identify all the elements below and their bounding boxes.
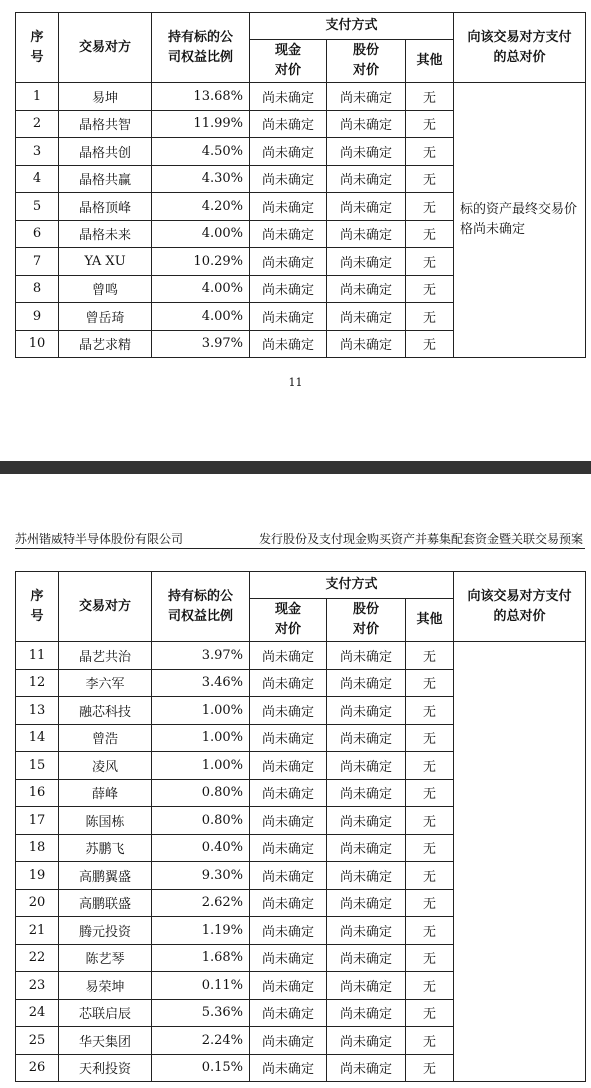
cell-shares: 尚未确定 <box>327 669 406 697</box>
cell-shares: 尚未确定 <box>327 697 406 725</box>
cell-seq: 6 <box>16 220 59 248</box>
cell-party: 晶格顶峰 <box>59 193 152 221</box>
cell-party: 晶格未来 <box>59 220 152 248</box>
cell-cash: 尚未确定 <box>250 697 327 725</box>
table-row <box>16 83 586 111</box>
cell-party: 晶格共赢 <box>59 165 152 193</box>
cell-ratio: 0.80% <box>152 779 250 807</box>
cell-ratio: 3.97% <box>152 330 250 358</box>
cell-other: 无 <box>406 752 454 780</box>
cell-shares: 尚未确定 <box>327 724 406 752</box>
cell-party: 芯联启辰 <box>59 999 152 1027</box>
transaction-table-1 <box>15 12 586 358</box>
cell-cash: 尚未确定 <box>250 862 327 890</box>
col-header-party: 交易对方 <box>59 13 152 83</box>
cell-shares: 尚未确定 <box>327 1027 406 1055</box>
running-header-document: 发行股份及支付现金购买资产并募集配套资金暨关联交易预案 <box>258 532 583 546</box>
cell-party: 曾岳琦 <box>59 303 152 331</box>
cell-seq: 15 <box>16 752 59 780</box>
cell-ratio: 4.00% <box>152 275 250 303</box>
cell-ratio: 4.20% <box>152 193 250 221</box>
cell-seq: 18 <box>16 834 59 862</box>
cell-cash: 尚未确定 <box>250 83 327 111</box>
cell-party: 高鹏联盛 <box>59 889 152 917</box>
cell-party: 苏鹏飞 <box>59 834 152 862</box>
cell-seq: 24 <box>16 999 59 1027</box>
cell-shares: 尚未确定 <box>327 807 406 835</box>
cell-cash: 尚未确定 <box>250 752 327 780</box>
cell-party: 腾元投资 <box>59 917 152 945</box>
col-header-other: 其他 <box>406 40 454 83</box>
cell-ratio: 4.30% <box>152 165 250 193</box>
cell-other: 无 <box>406 193 454 221</box>
cell-ratio: 11.99% <box>152 110 250 138</box>
cell-party: 曾浩 <box>59 724 152 752</box>
col-header-cash: 现金 对价 <box>250 40 327 83</box>
cell-cash: 尚未确定 <box>250 330 327 358</box>
cell-shares: 尚未确定 <box>327 193 406 221</box>
cell-ratio: 2.62% <box>152 889 250 917</box>
cell-cash: 尚未确定 <box>250 889 327 917</box>
cell-cash: 尚未确定 <box>250 165 327 193</box>
cell-party: 华天集团 <box>59 1027 152 1055</box>
col-header-ratio: 持有标的公 司权益比例 <box>152 572 250 642</box>
cell-cash: 尚未确定 <box>250 275 327 303</box>
cell-party: 陈国栋 <box>59 807 152 835</box>
cell-shares: 尚未确定 <box>327 972 406 1000</box>
cell-other: 无 <box>406 999 454 1027</box>
cell-ratio: 4.00% <box>152 220 250 248</box>
cell-other: 无 <box>406 83 454 111</box>
cell-seq: 1 <box>16 83 59 111</box>
cell-other: 无 <box>406 1027 454 1055</box>
cell-cash: 尚未确定 <box>250 220 327 248</box>
cell-shares: 尚未确定 <box>327 862 406 890</box>
cell-seq: 3 <box>16 138 59 166</box>
cell-other: 无 <box>406 807 454 835</box>
cell-cash: 尚未确定 <box>250 917 327 945</box>
cell-seq: 17 <box>16 807 59 835</box>
col-header-shares: 股份 对价 <box>327 599 406 642</box>
cell-seq: 14 <box>16 724 59 752</box>
cell-seq: 5 <box>16 193 59 221</box>
cell-other: 无 <box>406 248 454 276</box>
running-header-company: 苏州锴威特半导体股份有限公司 <box>15 532 184 546</box>
cell-party: 曾鸣 <box>59 275 152 303</box>
cell-ratio: 2.24% <box>152 1027 250 1055</box>
cell-cash: 尚未确定 <box>250 669 327 697</box>
col-header-payment: 支付方式 <box>250 572 454 599</box>
cell-cash: 尚未确定 <box>250 110 327 138</box>
cell-shares: 尚未确定 <box>327 138 406 166</box>
cell-ratio: 5.36% <box>152 999 250 1027</box>
cell-shares: 尚未确定 <box>327 330 406 358</box>
cell-party: 高鹏翼盛 <box>59 862 152 890</box>
cell-party: 易坤 <box>59 83 152 111</box>
col-header-seq: 序 号 <box>16 13 59 83</box>
cell-other: 无 <box>406 724 454 752</box>
cell-ratio: 9.30% <box>152 862 250 890</box>
cell-cash: 尚未确定 <box>250 193 327 221</box>
cell-shares: 尚未确定 <box>327 917 406 945</box>
cell-seq: 12 <box>16 669 59 697</box>
col-header-shares: 股份 对价 <box>327 40 406 83</box>
cell-shares: 尚未确定 <box>327 779 406 807</box>
cell-party: YA XU <box>59 248 152 276</box>
table-1-body <box>16 83 586 358</box>
col-header-party: 交易对方 <box>59 572 152 642</box>
cell-seq: 23 <box>16 972 59 1000</box>
cell-other: 无 <box>406 275 454 303</box>
cell-shares: 尚未确定 <box>327 110 406 138</box>
cell-seq: 8 <box>16 275 59 303</box>
cell-cash: 尚未确定 <box>250 248 327 276</box>
cell-ratio: 0.11% <box>152 972 250 1000</box>
cell-shares: 尚未确定 <box>327 248 406 276</box>
cell-cash: 尚未确定 <box>250 1027 327 1055</box>
cell-cash: 尚未确定 <box>250 807 327 835</box>
cell-shares: 尚未确定 <box>327 275 406 303</box>
cell-total-note <box>454 642 586 1082</box>
col-header-seq: 序 号 <box>16 572 59 642</box>
cell-other: 无 <box>406 889 454 917</box>
cell-other: 无 <box>406 110 454 138</box>
cell-seq: 16 <box>16 779 59 807</box>
cell-ratio: 10.29% <box>152 248 250 276</box>
cell-ratio: 1.00% <box>152 752 250 780</box>
cell-other: 无 <box>406 697 454 725</box>
cell-seq: 25 <box>16 1027 59 1055</box>
cell-shares: 尚未确定 <box>327 834 406 862</box>
cell-party: 陈艺琴 <box>59 944 152 972</box>
cell-shares: 尚未确定 <box>327 1054 406 1082</box>
table-row <box>16 642 586 670</box>
cell-shares: 尚未确定 <box>327 220 406 248</box>
cell-ratio: 4.50% <box>152 138 250 166</box>
col-header-other: 其他 <box>406 599 454 642</box>
cell-seq: 22 <box>16 944 59 972</box>
cell-other: 无 <box>406 138 454 166</box>
cell-other: 无 <box>406 303 454 331</box>
cell-ratio: 3.46% <box>152 669 250 697</box>
cell-cash: 尚未确定 <box>250 724 327 752</box>
cell-cash: 尚未确定 <box>250 1054 327 1082</box>
cell-seq: 21 <box>16 917 59 945</box>
cell-total-note: 标的资产最终交易价格尚未确定 <box>454 83 586 358</box>
page-number: 11 <box>288 376 303 389</box>
cell-ratio: 4.00% <box>152 303 250 331</box>
col-header-total: 向该交易对方支付 的总对价 <box>454 13 586 83</box>
cell-seq: 26 <box>16 1054 59 1082</box>
cell-cash: 尚未确定 <box>250 642 327 670</box>
transaction-table-2 <box>15 571 586 1082</box>
col-header-payment: 支付方式 <box>250 13 454 40</box>
cell-shares: 尚未确定 <box>327 165 406 193</box>
col-header-total: 向该交易对方支付 的总对价 <box>454 572 586 642</box>
cell-ratio: 0.80% <box>152 807 250 835</box>
cell-shares: 尚未确定 <box>327 642 406 670</box>
cell-seq: 11 <box>16 642 59 670</box>
cell-cash: 尚未确定 <box>250 138 327 166</box>
cell-party: 凌风 <box>59 752 152 780</box>
cell-seq: 19 <box>16 862 59 890</box>
cell-other: 无 <box>406 834 454 862</box>
cell-shares: 尚未确定 <box>327 944 406 972</box>
cell-party: 晶艺共治 <box>59 642 152 670</box>
cell-cash: 尚未确定 <box>250 303 327 331</box>
cell-cash: 尚未确定 <box>250 834 327 862</box>
cell-other: 无 <box>406 779 454 807</box>
cell-party: 晶格共创 <box>59 138 152 166</box>
cell-seq: 4 <box>16 165 59 193</box>
cell-party: 易荣坤 <box>59 972 152 1000</box>
cell-other: 无 <box>406 330 454 358</box>
cell-cash: 尚未确定 <box>250 999 327 1027</box>
cell-other: 无 <box>406 165 454 193</box>
cell-other: 无 <box>406 669 454 697</box>
cell-seq: 10 <box>16 330 59 358</box>
page-divider <box>0 461 591 474</box>
cell-cash: 尚未确定 <box>250 972 327 1000</box>
cell-other: 无 <box>406 972 454 1000</box>
cell-party: 天利投资 <box>59 1054 152 1082</box>
cell-cash: 尚未确定 <box>250 779 327 807</box>
cell-seq: 7 <box>16 248 59 276</box>
cell-seq: 20 <box>16 889 59 917</box>
cell-ratio: 1.19% <box>152 917 250 945</box>
cell-ratio: 0.40% <box>152 834 250 862</box>
header-rule <box>15 548 585 549</box>
cell-ratio: 1.00% <box>152 697 250 725</box>
cell-ratio: 3.97% <box>152 642 250 670</box>
cell-ratio: 1.00% <box>152 724 250 752</box>
cell-other: 无 <box>406 1054 454 1082</box>
col-header-cash: 现金 对价 <box>250 599 327 642</box>
cell-shares: 尚未确定 <box>327 303 406 331</box>
cell-other: 无 <box>406 944 454 972</box>
cell-party: 融芯科技 <box>59 697 152 725</box>
cell-other: 无 <box>406 862 454 890</box>
cell-other: 无 <box>406 220 454 248</box>
col-header-ratio: 持有标的公 司权益比例 <box>152 13 250 83</box>
cell-shares: 尚未确定 <box>327 752 406 780</box>
cell-other: 无 <box>406 642 454 670</box>
cell-other: 无 <box>406 917 454 945</box>
cell-party: 李六军 <box>59 669 152 697</box>
cell-shares: 尚未确定 <box>327 83 406 111</box>
cell-shares: 尚未确定 <box>327 999 406 1027</box>
cell-seq: 9 <box>16 303 59 331</box>
cell-party: 薛峰 <box>59 779 152 807</box>
cell-seq: 13 <box>16 697 59 725</box>
cell-shares: 尚未确定 <box>327 889 406 917</box>
cell-cash: 尚未确定 <box>250 944 327 972</box>
table-2-body <box>16 642 586 1082</box>
cell-party: 晶艺求精 <box>59 330 152 358</box>
cell-party: 晶格共智 <box>59 110 152 138</box>
cell-seq: 2 <box>16 110 59 138</box>
cell-ratio: 1.68% <box>152 944 250 972</box>
cell-ratio: 0.15% <box>152 1054 250 1082</box>
cell-ratio: 13.68% <box>152 83 250 111</box>
